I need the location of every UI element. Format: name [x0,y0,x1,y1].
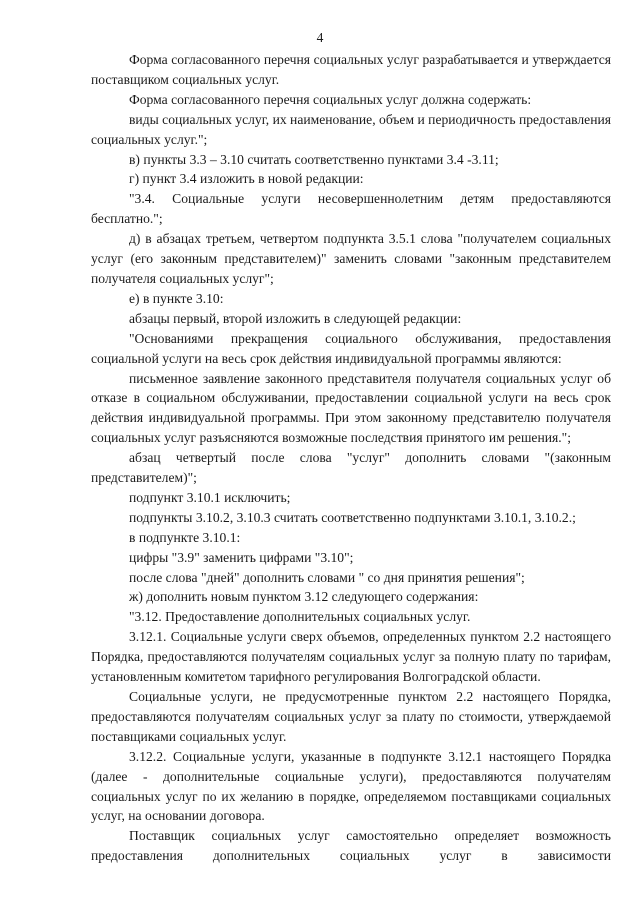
paragraph-7: д) в абзацах третьем, четвертом подпункта 3.5.1 слова "получателем социальных услуг (его законным представителем)" заменить словами "законным представителем получателя социальных услуг"; [91,231,611,286]
paragraph-11: письменное заявление законного представителя получателя социальных услуг об отказе в социальном обслуживании, предоставлении социальной услуги на весь срок действия индивидуальной программы. При этом законному представителю получателя социальных услуг разъясняются возможные последствия принятого им решения."; [91,370,611,446]
paragraph-13: подпункт 3.10.1 исключить; [129,489,291,505]
paragraph-18: ж) дополнить новым пунктом 3.12 следующего содержания: [129,589,479,605]
paragraph-19: "3.12. Предоставление дополнительных социальных услуг. [129,609,471,625]
document-body [91,50,611,866]
paragraph-4: в) пункты 3.3 – 3.10 считать соответственно пунктами 3.4 -3.11; [129,151,499,167]
paragraph-9: абзацы первый, второй изложить в следующей редакции: [129,310,462,326]
paragraph-20: 3.12.1. Социальные услуги сверх объемов, определенных пунктом 2.2 настоящего Порядка, предоставляются получателям социальных услуг за полную плату по тарифам, установленным комитетом тарифного регулирования Волгоградской области. [91,629,611,685]
paragraph-17: после слова "дней" дополнить словами " со дня принятия решения"; [129,569,525,585]
paragraph-12: абзац четвертый после слова "услуг" дополнить словами "(законным представителем)"; [91,450,611,486]
paragraph-16: цифры "3.9" заменить цифрами "3.10"; [129,549,354,565]
paragraph-15: в подпункте 3.10.1: [129,529,241,545]
paragraph-2: Форма согласованного перечня социальных услуг должна содержать: [129,91,532,107]
paragraph-14: подпункты 3.10.2, 3.10.3 считать соответственно подпунктами 3.10.1, 3.10.2.; [129,509,576,525]
paragraph-8: е) в пункте 3.10: [129,290,224,306]
paragraph-5: г) пункт 3.4 изложить в новой редакции: [129,171,364,187]
paragraph-22: 3.12.2. Социальные услуги, указанные в подпункте 3.12.1 настоящего Порядка (далее - дополнительные социальные услуги), предоставляются получателям социальных услуг по их желанию в порядке, определяемом поставщиками социальных услуг, на основании договора. [91,748,611,824]
paragraph-6: "3.4. Социальные услуги несовершеннолетним детям предоставляются бесплатно."; [91,191,611,227]
paragraph-1: Форма согласованного перечня социальных услуг разрабатывается и утверждается поставщиком социальных услуг. [91,52,611,87]
paragraph-3: виды социальных услуг, их наименование, объем и периодичность предоставления социальных услуг."; [91,111,611,147]
page-number: 4 [316,30,324,45]
paragraph-23: Поставщик социальных услуг самостоятельно определяет возможность предоставления дополнительных социальных услуг в зависимости [91,828,611,864]
paragraph-10: "Основаниями прекращения социального обслуживания, предоставления социальной услуги на весь срок действия индивидуальной программы являются: [91,330,611,366]
paragraph-21: Социальные услуги, не предусмотренные пунктом 2.2 настоящего Порядка, предоставляются получателям социальных услуг за плату по стоимости, утверждаемой поставщиками социальных услуг. [91,689,611,744]
